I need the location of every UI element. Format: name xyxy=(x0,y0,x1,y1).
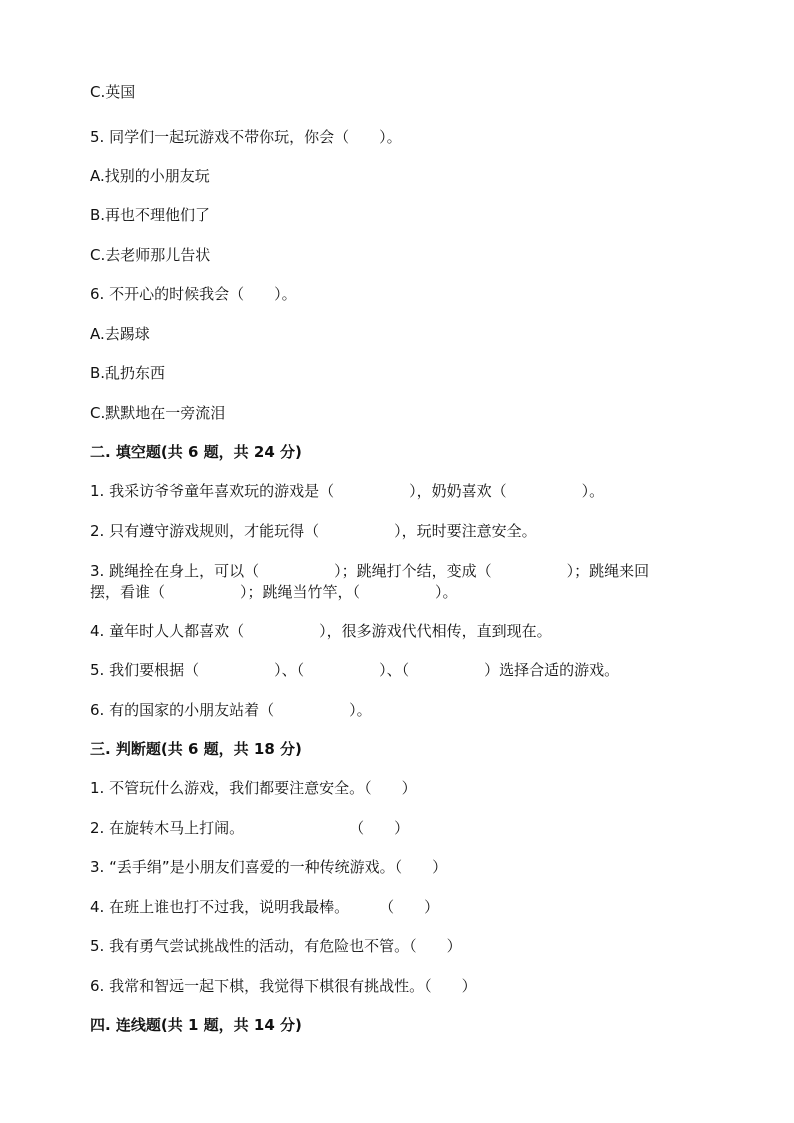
question-text: 5. 我有勇气尝试挑战性的活动，有危险也不管。（ ） xyxy=(90,937,462,955)
section-heading: 二. 填空题(共 6 题，共 24 分) xyxy=(90,443,302,461)
question-text: 1. 不管玩什么游戏，我们都要注意安全。（ ） xyxy=(90,779,417,797)
question-text: 5. 同学们一起玩游戏不带你玩，你会（ ）。 xyxy=(90,128,402,146)
question-text: 3. “丢手绢”是小朋友们喜爱的一种传统游戏。（ ） xyxy=(90,858,448,876)
option-text: C.默默地在一旁流泪 xyxy=(90,404,226,422)
question-text: 6. 我常和智远一起下棋，我觉得下棋很有挑战性。（ ） xyxy=(90,977,477,995)
question-text: 4. 在班上谁也打不过我，说明我最棒。 （ ） xyxy=(90,898,440,916)
section-heading: 三. 判断题(共 6 题，共 18 分) xyxy=(90,740,302,758)
option-text: C.英国 xyxy=(90,83,136,101)
question-text: 6. 不开心的时候我会（ ）。 xyxy=(90,285,297,303)
option-text: A.找别的小朋友玩 xyxy=(90,167,210,185)
section-heading: 四. 连线题(共 1 题，共 14 分) xyxy=(90,1016,302,1034)
option-text: B.乱扔东西 xyxy=(90,364,166,382)
question-text-continued: 摆，看谁（ ）；跳绳当竹竿，（ ）。 xyxy=(90,583,458,601)
option-text: A.去踢球 xyxy=(90,325,150,343)
question-text: 5. 我们要根据（ ）、（ ）、（ ）选择合适的游戏。 xyxy=(90,661,620,679)
option-text: C.去老师那儿告状 xyxy=(90,246,211,264)
question-text: 4. 童年时人人都喜欢（ ），很多游戏代代相传，直到现在。 xyxy=(90,622,552,640)
question-text: 6. 有的国家的小朋友站着（ ）。 xyxy=(90,701,372,719)
question-text: 2. 只有遵守游戏规则，才能玩得（ ），玩时要注意安全。 xyxy=(90,522,537,540)
option-text: B.再也不理他们了 xyxy=(90,206,211,224)
question-text: 1. 我采访爷爷童年喜欢玩的游戏是（ ），奶奶喜欢（ ）。 xyxy=(90,482,605,500)
question-text: 2. 在旋转木马上打闹。 （ ） xyxy=(90,819,410,837)
question-text: 3. 跳绳拴在身上，可以（ ）；跳绳打个结，变成（ ）；跳绳来回 xyxy=(90,562,650,580)
